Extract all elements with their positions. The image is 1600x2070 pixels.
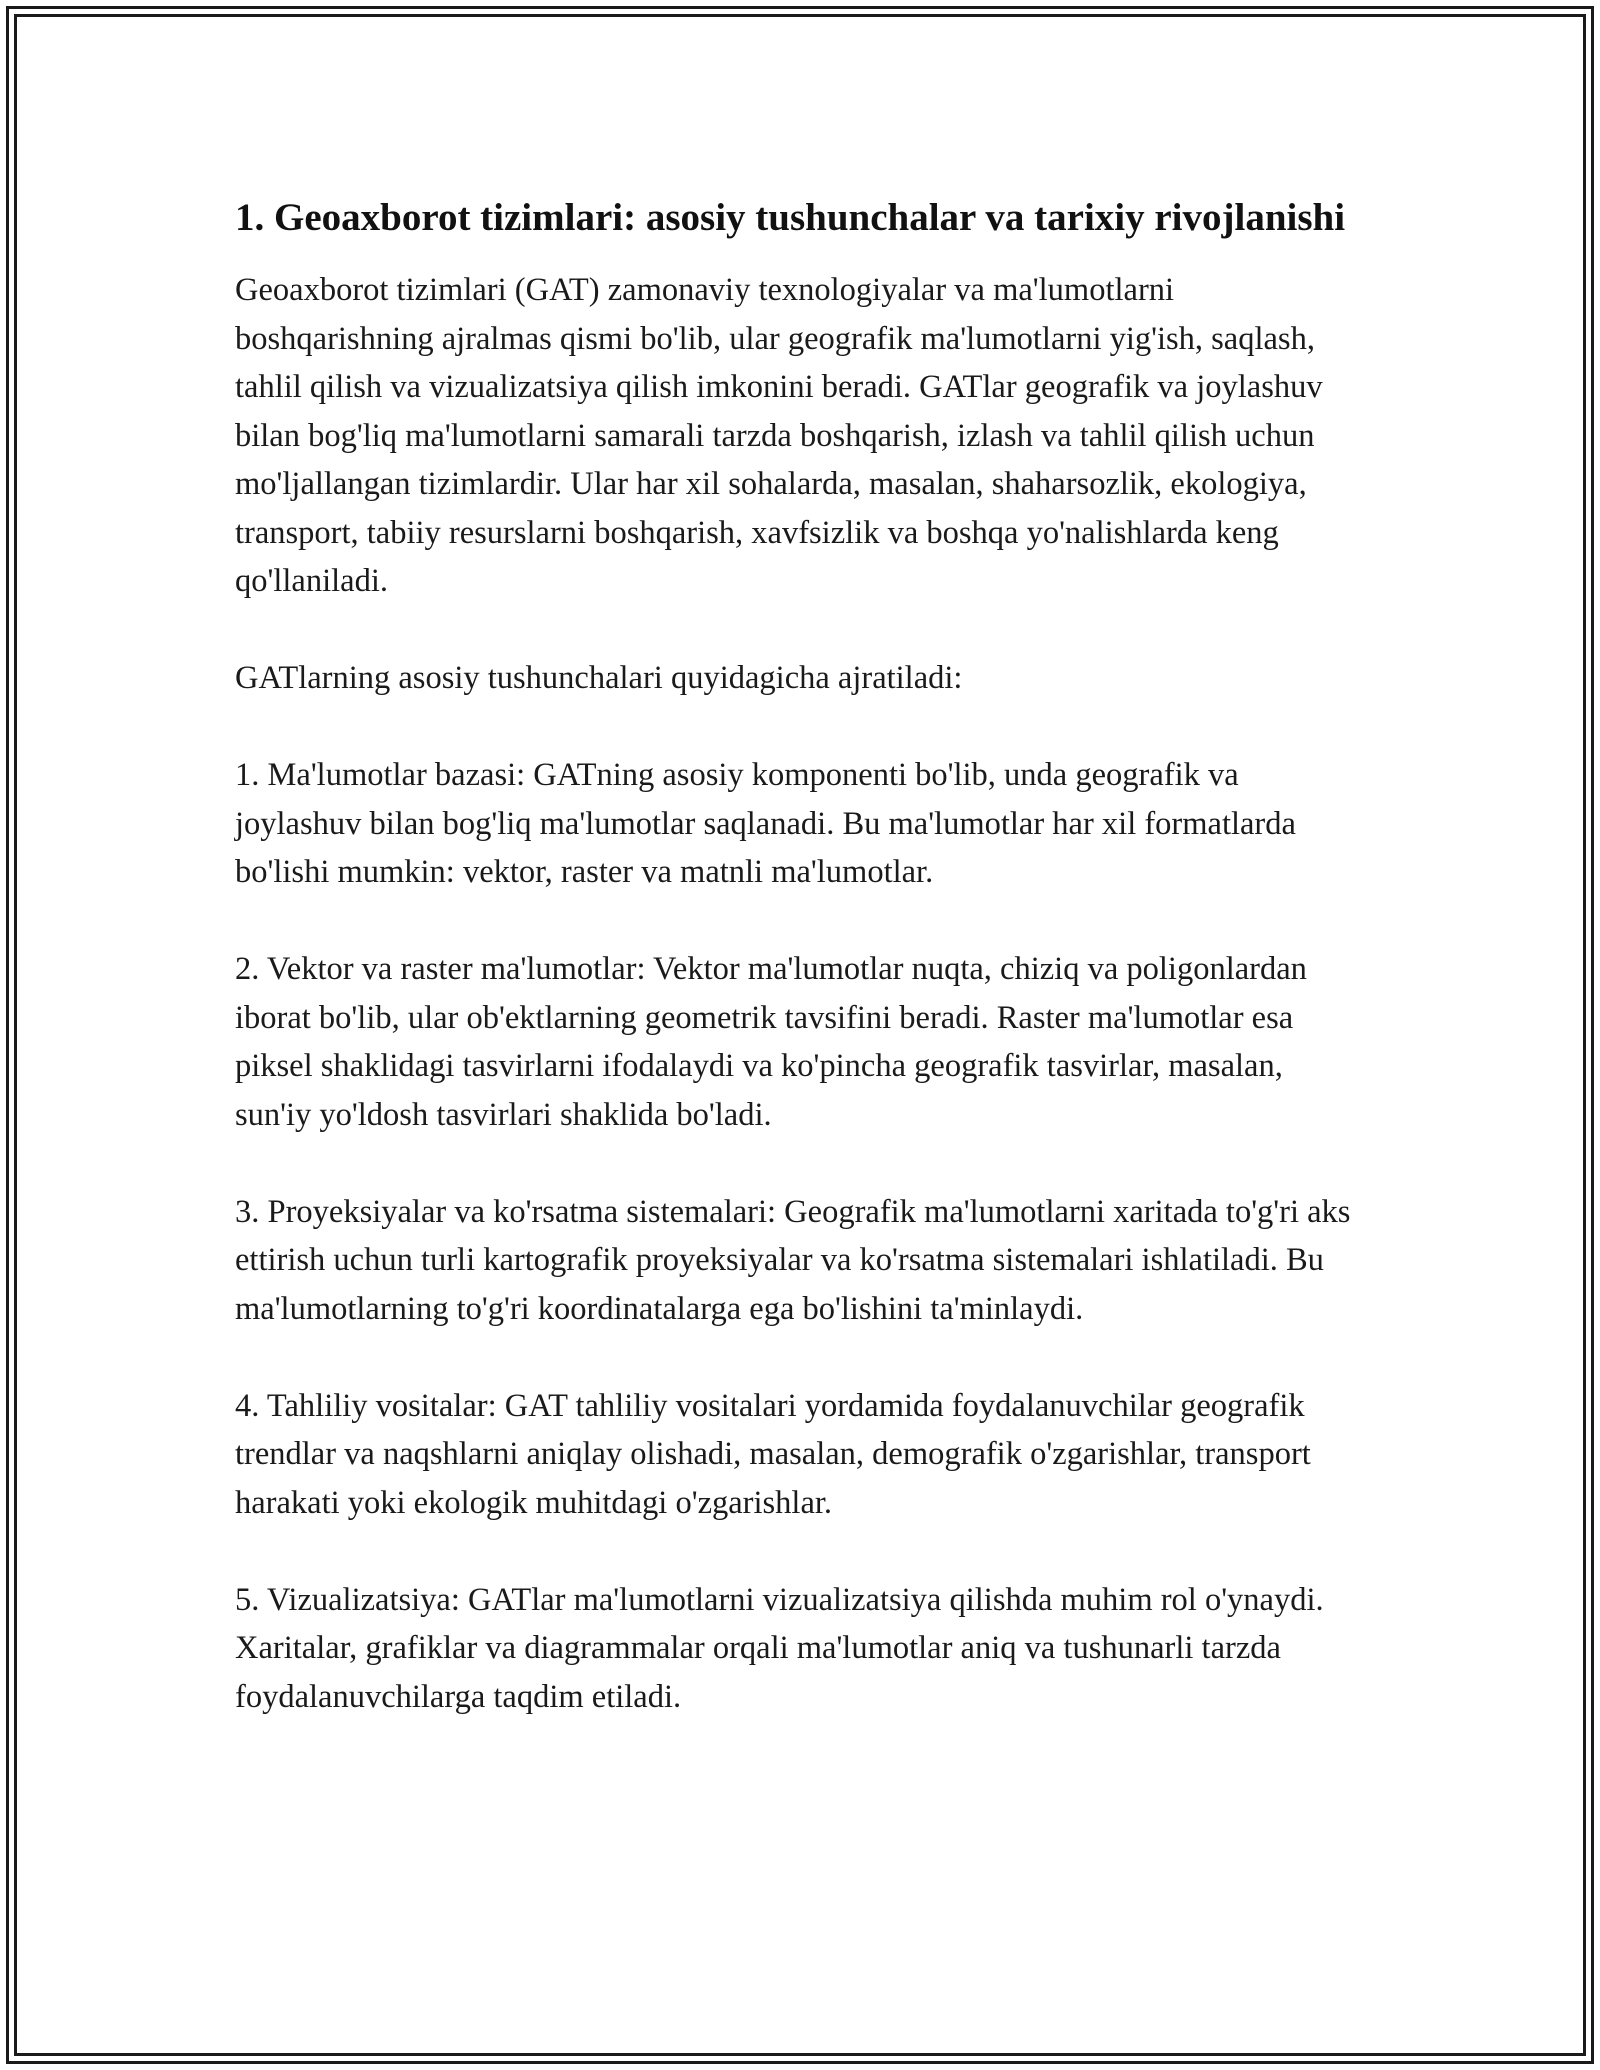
list-item-database: 1. Ma'lumotlar bazasi: GATning asosiy komponenti bo'lib, unda geografik va joylashuv bilan bog'liq ma'lumotlar saqlanadi. Bu ma'lumotlar har xil formatlarda bo'lishi mumkin: vektor, raster va matnli ma'lumotlar. xyxy=(235,757,1296,890)
list-item-projections: 3. Proyeksiyalar va ko'rsatma sistemalari: Geografik ma'lumotlarni xaritada to'g'ri aks ettirish uchun turli kartografik proyeksiyalar va ko'rsatma sistemalari ishlatiladi. Bu ma'lumotlarning to'g'ri koordinatalarga ega bo'lishini ta'minlaydi. xyxy=(235,1193,1351,1327)
section-heading: 1. Geoaxborot tizimlari: asosiy tushunchalar va tarixiy rivojlanishi xyxy=(235,196,1346,239)
list-item-visualization: 5. Vizualizatsiya: GATlar ma'lumotlarni vizualizatsiya qilishda muhim rol o'ynaydi. Xaritalar, grafiklar va diagrammalar orqali ma'lumotlar aniq va tushunarli tarzda foydalanuvchilarga taqdim etiladi. xyxy=(235,1581,1324,1715)
concepts-lead-paragraph: GATlarning asosiy tushunchalari quyidagicha ajratiladi: xyxy=(235,660,963,696)
document-body xyxy=(235,190,1365,1770)
intro-paragraph: Geoaxborot tizimlari (GAT) zamonaviy texnologiyalar va ma'lumotlarni boshqarishning ajralmas qismi bo'lib, ular geografik ma'lumotlarni yig'ish, saqlash, tahlil qilish va vizualizatsiya qilish imkonini beradi. GATlar geografik va joylashuv bilan bog'liq ma'lumotlarni samarali tarzda boshqarish, izlash va tahlil qilish uchun mo'ljallangan tizimlardir. Ular har xil sohalarda, masalan, shaharsozlik, ekologiya, transport, tabiiy resurslarni boshqarish, xavfsizlik va boshqa yo'nalishlarda keng qo'llaniladi. xyxy=(235,272,1323,599)
list-item-analysis-tools: 4. Tahliliy vositalar: GAT tahliliy vositalari yordamida foydalanuvchilar geografik trendlar va naqshlarni aniqlay olishadi, masalan, demografik o'zgarishlar, transport harakati yoki ekologik muhitdagi o'zgarishlar. xyxy=(235,1387,1311,1521)
list-item-vector-raster: 2. Vektor va raster ma'lumotlar: Vektor ma'lumotlar nuqta, chiziq va poligonlardan iborat bo'lib, ular ob'ektlarning geometrik tavsifini beradi. Raster ma'lumotlar esa piksel shaklidagi tasvirlarni ifodalaydi va ko'pincha geografik tasvirlar, masalan, sun'iy yo'ldosh tasvirlari shaklida bo'ladi. xyxy=(235,951,1307,1133)
